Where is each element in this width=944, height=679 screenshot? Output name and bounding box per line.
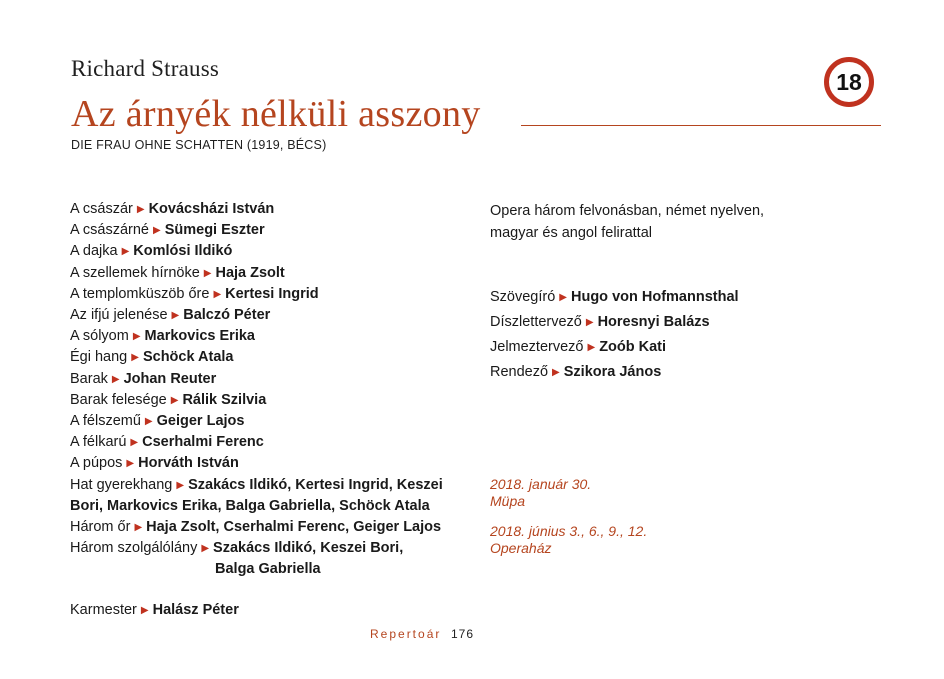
performer-name: Haja Zsolt, Cserhalmi Ferenc, Geiger Lajos xyxy=(146,519,442,536)
role-label: Díszlettervező xyxy=(490,314,582,330)
role-label: A császár xyxy=(70,201,133,217)
performer-name: Schöck Atala xyxy=(142,349,234,366)
role-label: A császárné xyxy=(70,222,149,239)
arrow-right-icon: ▶ xyxy=(130,437,139,449)
role-label: Három szolgálólány xyxy=(70,540,198,557)
crew-name: Szikora János xyxy=(563,364,662,380)
arrow-right-icon: ▶ xyxy=(126,458,135,470)
role-label: A dajka xyxy=(70,243,118,260)
role-label: Barak xyxy=(70,370,108,387)
crew-name: Hugo von Hofmannsthal xyxy=(571,289,739,305)
performance-dates xyxy=(490,476,850,570)
performer-name-continued: Balga Gabriella xyxy=(215,561,321,578)
arrow-right-icon: ▶ xyxy=(203,267,212,279)
crew-row xyxy=(490,335,850,360)
role-label: A templomküszöb őre xyxy=(70,285,210,302)
cast-row xyxy=(70,411,470,432)
performance-date: 2018. június 3., 6., 9., 12. xyxy=(490,523,648,539)
performer-name: Horváth István xyxy=(138,455,239,472)
role-label: Rendező xyxy=(490,364,549,380)
role-label: Jelmeztervező xyxy=(490,339,584,355)
performer-name: Markovics Erika xyxy=(144,328,255,345)
crew-name: Zoób Kati xyxy=(599,339,667,355)
performance-entry xyxy=(490,523,850,556)
performer-name: Szakács Ildikó, Kertesi Ingrid, Keszei Bori, Markovics Erika, Balga Gabriella, Schöck Atala xyxy=(70,476,443,514)
performer-name: Haja Zsolt xyxy=(215,264,285,281)
performance-venue: Müpa xyxy=(490,492,526,509)
page-number: 176 xyxy=(451,627,475,641)
performer-name: Cserhalmi Ferenc xyxy=(142,434,264,451)
performer-name: Komlósi Ildikó xyxy=(133,243,233,260)
arrow-right-icon: ▶ xyxy=(170,394,179,406)
arrow-right-icon: ▶ xyxy=(153,225,161,237)
role-label: Barak felesége xyxy=(70,391,167,408)
cast-row xyxy=(70,284,470,305)
performer-name: Johan Reuter xyxy=(123,370,217,387)
cast-row xyxy=(70,347,470,368)
arrow-right-icon: ▶ xyxy=(213,288,222,300)
arrow-right-icon: ▶ xyxy=(587,342,596,353)
opera-title: Az árnyék nélküli asszony xyxy=(71,93,481,135)
role-label: A félkarú xyxy=(70,434,127,451)
role-label: A szellemek hírnöke xyxy=(70,264,200,281)
arrow-right-icon: ▶ xyxy=(131,352,139,364)
performer-name: Kovácsházi István xyxy=(148,201,275,217)
cast-row xyxy=(70,199,470,220)
title-underline xyxy=(521,125,881,126)
cast-row xyxy=(70,475,470,517)
performer-name: Rálik Szilvia xyxy=(182,391,267,408)
role-label: Égi hang xyxy=(70,349,128,366)
arrow-right-icon: ▶ xyxy=(134,522,143,534)
cast-row xyxy=(70,538,470,580)
performer-name: Balczó Péter xyxy=(183,307,271,324)
cast-row xyxy=(70,220,470,241)
role-label: Az ifjú jelenése xyxy=(70,307,168,324)
cast-row xyxy=(70,305,470,326)
cast-list xyxy=(70,199,470,581)
arrow-right-icon: ▶ xyxy=(585,317,594,328)
opera-description xyxy=(490,201,850,244)
cast-row xyxy=(70,453,470,474)
role-label: A púpos xyxy=(70,455,123,472)
cast-row xyxy=(70,390,470,411)
role-label: Három őr xyxy=(70,519,131,536)
cast-row xyxy=(70,241,470,262)
arrow-right-icon: ▶ xyxy=(136,204,145,215)
crew-row xyxy=(490,360,850,385)
role-label: Hat gyerekhang xyxy=(70,476,173,493)
description-line: Opera három felvonásban, német nyelven, xyxy=(490,203,765,219)
crew-row xyxy=(490,310,850,335)
role-label: Karmester xyxy=(70,602,137,618)
performance-date: 2018. január 30. xyxy=(490,476,592,492)
performer-name: Geiger Lajos xyxy=(156,413,245,430)
arrow-right-icon: ▶ xyxy=(559,292,567,303)
crew-row xyxy=(490,285,850,310)
arrow-right-icon: ▶ xyxy=(140,605,149,616)
performer-name: Halász Péter xyxy=(152,602,239,618)
description-line: magyar és angol felirattal xyxy=(490,224,652,241)
cast-row xyxy=(70,517,470,538)
arrow-right-icon: ▶ xyxy=(111,373,120,385)
performance-entry xyxy=(490,476,850,509)
conductor-row xyxy=(70,602,239,618)
cast-row xyxy=(70,263,470,284)
arrow-right-icon: ▶ xyxy=(121,246,130,258)
performer-name: Kertesi Ingrid xyxy=(225,285,319,302)
performer-name: Sümegi Eszter xyxy=(164,222,265,239)
arrow-right-icon: ▶ xyxy=(552,367,560,378)
cast-row xyxy=(70,432,470,453)
arrow-right-icon: ▶ xyxy=(201,543,210,555)
arrow-right-icon: ▶ xyxy=(176,479,185,491)
role-label: A sólyom xyxy=(70,328,129,345)
cast-row xyxy=(70,326,470,347)
arrow-right-icon: ▶ xyxy=(144,416,153,428)
cast-row xyxy=(70,369,470,390)
composer-name: Richard Strauss xyxy=(71,56,220,81)
role-label: A félszemű xyxy=(70,413,141,430)
crew-list xyxy=(490,285,850,385)
role-label: Szövegíró xyxy=(490,289,556,305)
age-rating-badge: 18 xyxy=(824,57,874,107)
performance-venue: Operaház xyxy=(490,539,552,556)
performer-name: Szakács Ildikó, Keszei Bori, xyxy=(213,540,404,557)
arrow-right-icon: ▶ xyxy=(132,331,141,343)
arrow-right-icon: ▶ xyxy=(171,310,180,322)
crew-name: Horesnyi Balázs xyxy=(597,314,710,330)
original-title: DIE FRAU OHNE SCHATTEN (1919, BÉCS) xyxy=(71,138,327,152)
footer-section-label: Repertoár xyxy=(370,627,442,641)
